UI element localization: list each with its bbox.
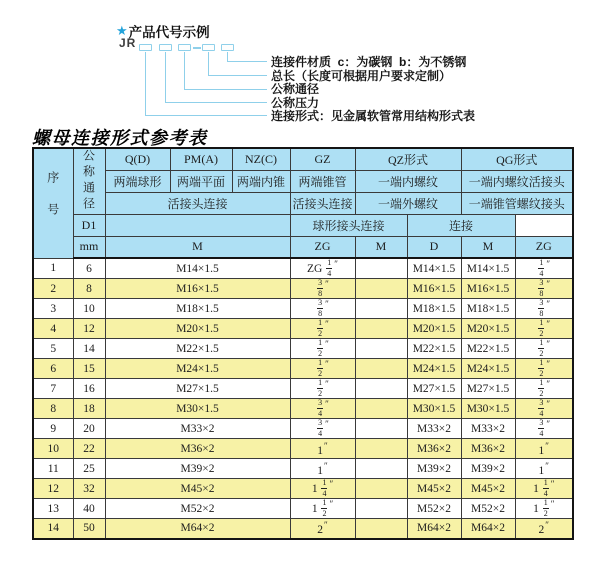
nut-connection-table: [32, 147, 574, 540]
table-cell: 18: [73, 399, 105, 419]
header-d1: D1: [73, 214, 105, 236]
code-box: [159, 44, 172, 51]
table-cell: M64×2: [461, 519, 515, 539]
table-cell: 5: [33, 339, 73, 359]
table-cell: 10: [33, 439, 73, 459]
table-row: [33, 359, 573, 379]
table-cell: M36×2: [407, 439, 461, 459]
header-q-sub: 两端球形: [105, 170, 170, 192]
table-cell: M27×1.5: [407, 379, 461, 399]
table-cell: M33×2: [461, 419, 515, 439]
table-cell: [355, 279, 407, 299]
table-cell: 14: [33, 519, 73, 539]
header-qz-m: M: [355, 236, 407, 258]
table-cell: $\frac{1}{2}$ ″: [515, 379, 573, 399]
table-cell: M45×2: [461, 479, 515, 499]
table-row: [33, 479, 573, 499]
table-cell: M52×2: [105, 499, 290, 519]
table-cell: $\frac{3}{8}$ ″: [290, 279, 355, 299]
table-cell: $\frac{1}{2}$ ″: [290, 339, 355, 359]
table-cell: M30×1.5: [461, 399, 515, 419]
table-cell: M36×2: [105, 439, 290, 459]
table-cell: 8: [73, 279, 105, 299]
table-cell: M24×1.5: [461, 359, 515, 379]
table-cell: ZG $\frac{1}{4}$ ″: [290, 258, 355, 279]
table-cell: M24×1.5: [105, 359, 290, 379]
table-cell: 1″: [290, 439, 355, 459]
table-cell: 20: [73, 419, 105, 439]
table-cell: M52×2: [407, 499, 461, 519]
table-cell: M14×1.5: [105, 258, 290, 279]
table-cell: [355, 258, 407, 279]
table-cell: 13: [33, 499, 73, 519]
table-cell: $\frac{1}{2}$ ″: [515, 339, 573, 359]
table-cell: 4: [33, 319, 73, 339]
table-cell: M45×2: [407, 479, 461, 499]
table-cell: $\frac{3}{8}$ ″: [515, 279, 573, 299]
table-cell: M39×2: [461, 459, 515, 479]
table-row: [33, 339, 573, 359]
table-cell: $\frac{3}{4}$ ″: [290, 419, 355, 439]
header-gz-sub: 两端锥管: [290, 170, 355, 192]
code-label-connection: 连接形式：见金属软管常用结构形式表: [271, 109, 476, 123]
table-cell: M45×2: [105, 479, 290, 499]
header-m-unit: M: [105, 236, 290, 258]
table-cell: M39×2: [105, 459, 290, 479]
table-cell: $\frac{3}{4}$ ″: [290, 399, 355, 419]
table-title: 螺母连接形式参考表: [32, 128, 208, 148]
table-row: [33, 419, 573, 439]
code-box: [221, 44, 234, 51]
code-box: [139, 44, 152, 51]
table-cell: M18×1.5: [461, 299, 515, 319]
table-cell: 9: [33, 419, 73, 439]
table-row: [33, 379, 573, 399]
table-cell: 3: [33, 299, 73, 319]
table-cell: 1″: [515, 459, 573, 479]
header-qz: QZ形式: [355, 148, 461, 170]
table-cell: $\frac{3}{4}$ ″: [515, 399, 573, 419]
table-cell: M27×1.5: [461, 379, 515, 399]
table-row: [33, 319, 573, 339]
table-cell: M20×1.5: [105, 319, 290, 339]
table-cell: 15: [73, 359, 105, 379]
table-cell: $\frac{3}{4}$ ″: [515, 419, 573, 439]
table-cell: 7: [33, 379, 73, 399]
header-gz: GZ: [290, 148, 355, 170]
header-qg-row4: 连接: [407, 214, 515, 236]
table-cell: 25: [73, 459, 105, 479]
table-row: [33, 459, 573, 479]
table-cell: M18×1.5: [407, 299, 461, 319]
table-cell: [355, 339, 407, 359]
table-cell: $\frac{3}{8}$ ″: [515, 299, 573, 319]
table-cell: M33×2: [407, 419, 461, 439]
header-gz-unit: ZG: [290, 236, 355, 258]
header-qz-row4: 球形接头连接: [290, 214, 407, 236]
table-cell: M16×1.5: [105, 279, 290, 299]
header-empty: [105, 214, 290, 236]
header-nz: NZ(C): [232, 148, 290, 170]
table-cell: $\frac{1}{2}$ ″: [290, 359, 355, 379]
table-header: [33, 148, 573, 258]
table-cell: M36×2: [461, 439, 515, 459]
table-cell: M14×1.5: [461, 258, 515, 279]
table-cell: $\frac{1}{2}$ ″: [290, 319, 355, 339]
table-cell: M52×2: [461, 499, 515, 519]
table-cell: 6: [73, 258, 105, 279]
table-cell: $\frac{1}{4}$ ″: [515, 258, 573, 279]
header-nz-sub: 两端内锥: [232, 170, 290, 192]
table-cell: M64×2: [105, 519, 290, 539]
table-cell: $\frac{3}{8}$ ″: [290, 299, 355, 319]
connector-line: [227, 52, 267, 62]
table-cell: M39×2: [407, 459, 461, 479]
header-mm: mm: [73, 236, 105, 258]
table-cell: 10: [73, 299, 105, 319]
header-qg: QG形式: [461, 148, 573, 170]
table-cell: 40: [73, 499, 105, 519]
table-cell: M22×1.5: [461, 339, 515, 359]
table-row: [33, 279, 573, 299]
table-cell: [355, 519, 407, 539]
table-cell: M16×1.5: [461, 279, 515, 299]
table-cell: 2″: [515, 519, 573, 539]
table-body: [33, 258, 573, 539]
code-label-material: 连接件材质 c：为碳钢 b：为不锈钢: [271, 55, 467, 69]
header-qz-d: D: [407, 236, 461, 258]
header-qz-row3: 一端外螺纹: [355, 192, 461, 214]
table-cell: 6: [33, 359, 73, 379]
table-cell: 16: [73, 379, 105, 399]
table-cell: M20×1.5: [461, 319, 515, 339]
table-cell: [355, 439, 407, 459]
table-row: [33, 399, 573, 419]
table-row: [33, 439, 573, 459]
table-cell: 1″: [515, 439, 573, 459]
table-cell: [355, 459, 407, 479]
table-cell: 1″: [290, 459, 355, 479]
table-cell: 2″: [290, 519, 355, 539]
table-cell: 1 $\frac{1}{2}$ ″: [290, 499, 355, 519]
code-label-length: 总长（长度可根据用户要求定制）: [271, 68, 452, 83]
table-cell: M22×1.5: [407, 339, 461, 359]
header-qz-sub: 一端内螺纹: [355, 170, 461, 192]
table-cell: M33×2: [105, 419, 290, 439]
code-label-diameter: 公称通径: [271, 82, 320, 96]
table-cell: M14×1.5: [407, 258, 461, 279]
header-qg-sub: 一端内螺纹活接头: [461, 170, 573, 192]
table-row: [33, 299, 573, 319]
header-gz-conn: 活接头连接: [290, 192, 355, 214]
table-cell: M20×1.5: [407, 319, 461, 339]
table-cell: $\frac{1}{2}$ ″: [515, 319, 573, 339]
header-seq: 序号: [33, 148, 73, 258]
table-cell: 1 $\frac{1}{2}$ ″: [515, 499, 573, 519]
header-dn: 公称通径: [73, 148, 105, 214]
table-cell: $\frac{1}{2}$ ″: [515, 359, 573, 379]
table-cell: 32: [73, 479, 105, 499]
table-cell: M24×1.5: [407, 359, 461, 379]
table-cell: [355, 499, 407, 519]
table-cell: 12: [33, 479, 73, 499]
table-cell: M22×1.5: [105, 339, 290, 359]
table-cell: 1: [33, 258, 73, 279]
table-cell: 12: [73, 319, 105, 339]
table-cell: 8: [33, 399, 73, 419]
table-cell: M18×1.5: [105, 299, 290, 319]
star-icon: ★: [116, 23, 128, 38]
table-cell: [355, 419, 407, 439]
table-row: [33, 258, 573, 279]
table-cell: $\frac{1}{2}$ ″: [290, 379, 355, 399]
table-cell: 11: [33, 459, 73, 479]
table-cell: 2: [33, 279, 73, 299]
table-cell: M16×1.5: [407, 279, 461, 299]
code-box: [202, 44, 215, 51]
header-pm-sub: 两端平面: [170, 170, 232, 192]
table-row: [33, 499, 573, 519]
table-cell: [355, 399, 407, 419]
code-label-pressure: 公称压力: [271, 95, 320, 110]
code-prefix: JR: [119, 36, 137, 50]
dash-connector: [193, 47, 201, 49]
table-cell: [355, 379, 407, 399]
header-qg-row3: 一端锥管螺纹接头: [461, 192, 573, 214]
header-m-conn: 活接头连接: [105, 192, 290, 214]
diagram-title-text: 产品代号示例: [128, 25, 210, 40]
header-qg-zg: ZG: [515, 236, 573, 258]
table-row: [33, 519, 573, 539]
table-cell: 50: [73, 519, 105, 539]
table-cell: M64×2: [407, 519, 461, 539]
header-pm: PM(A): [170, 148, 232, 170]
table-cell: [355, 319, 407, 339]
table-cell: 1 $\frac{1}{4}$ ″: [515, 479, 573, 499]
table-cell: M30×1.5: [105, 399, 290, 419]
table-cell: 22: [73, 439, 105, 459]
table-cell: M27×1.5: [105, 379, 290, 399]
table-cell: 14: [73, 339, 105, 359]
header-qg-m: M: [461, 236, 515, 258]
table-cell: [355, 479, 407, 499]
table-cell: 1 $\frac{1}{4}$ ″: [290, 479, 355, 499]
header-q: Q(D): [105, 148, 170, 170]
table-cell: [355, 359, 407, 379]
table-cell: [355, 299, 407, 319]
table-cell: M30×1.5: [407, 399, 461, 419]
code-box: [178, 44, 191, 51]
